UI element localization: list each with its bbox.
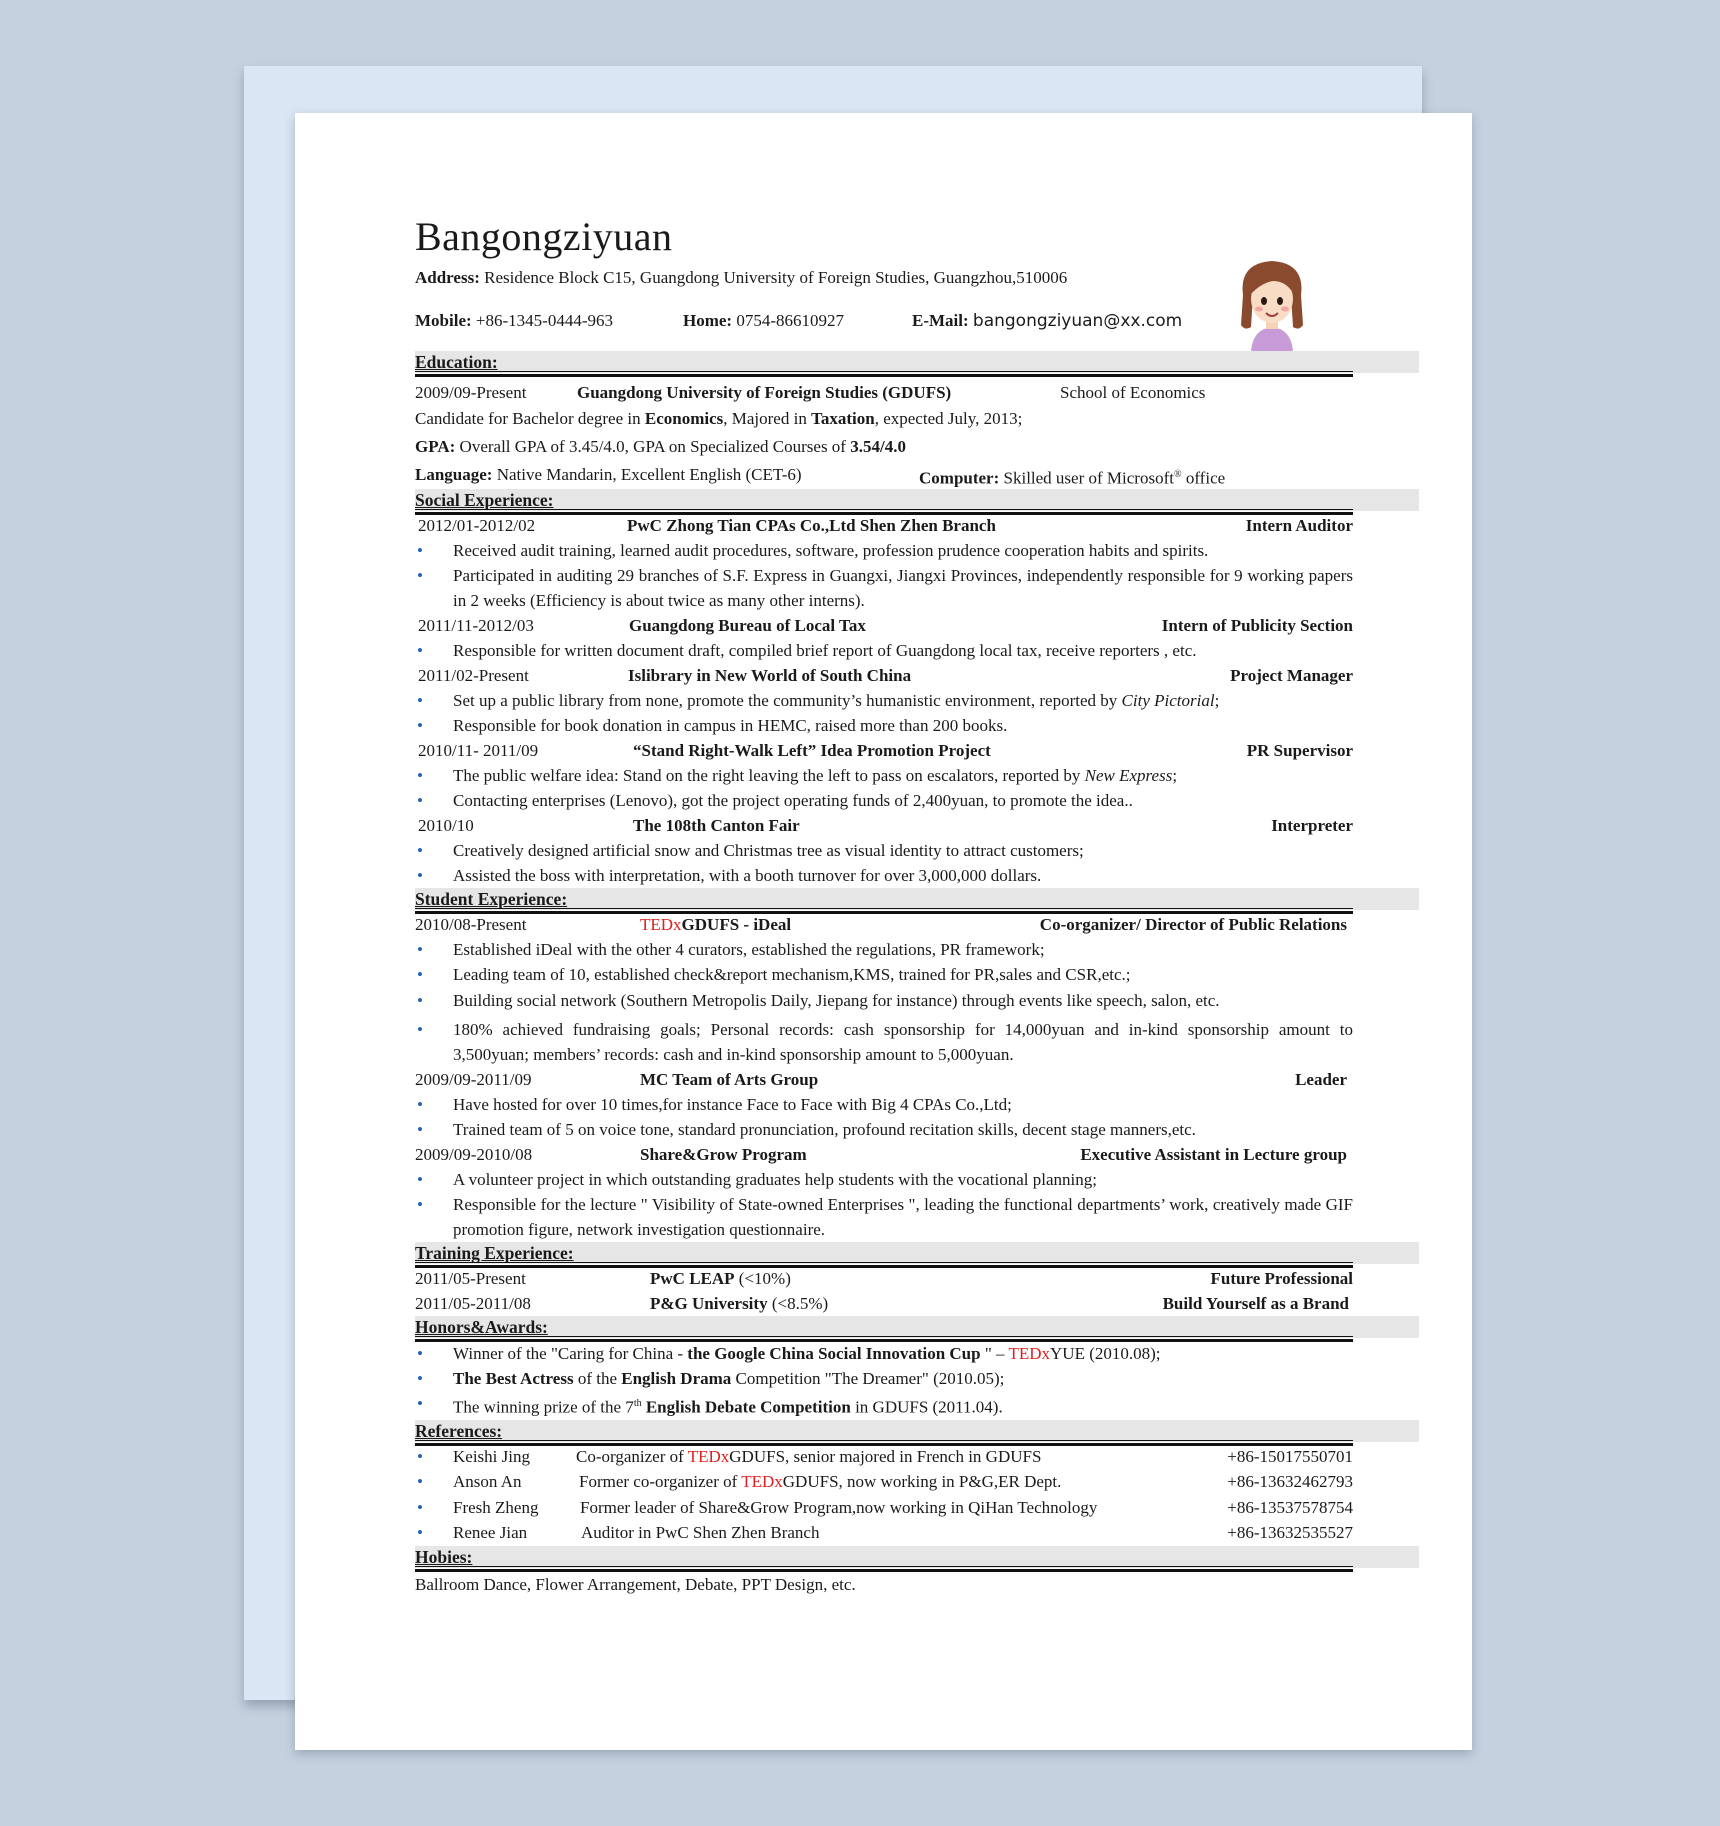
hobbies-text: Ballroom Dance, Flower Arrangement, Debate, PPT Design, etc. [415, 1574, 856, 1594]
list-item: • Assisted the boss with interpretation, with a booth turnover for over 3,000,000 dollars. [415, 863, 1353, 888]
list-item: • 180% achieved fundraising goals; Personal records: cash sponsorship for 14,000yuan and in-kind sponsorship amount to 3,500yuan; members’ records: cash and in-kind sponsorship amount to 5,000yuan. [415, 1017, 1353, 1067]
list-item: • Building social network (Southern Metropolis Daily, Jiepang for instance) through events like speech, salon, etc. [415, 987, 1353, 1015]
section-title: Honors&Awards: [415, 1317, 548, 1337]
reference-row: • Fresh Zheng Former leader of Share&Grow Program,now working in QiHan Technology +86-13537578754 [415, 1495, 1419, 1521]
list-item: • Trained team of 5 on voice tone, standard pronunciation, profound recitation skills, decent stage manners,etc. [415, 1117, 1353, 1142]
language-line: Language: Native Mandarin, Excellent English (CET-6) Computer: Skilled user of Microsoft® office [415, 465, 1226, 488]
experience-row: 2010/10 The 108th Canton Fair Interpreter [418, 816, 1353, 835]
resume-name: Bangongziyuan [415, 214, 673, 259]
address-line [415, 268, 1067, 288]
section-title: Social Experience: [415, 490, 554, 510]
list-item: • Participated in auditing 29 branches of S.F. Express in Guangxi, Jiangxi Provinces, independently responsible for 9 working papers in 2 weeks (Efficiency is about twice as many other interns). [415, 563, 1353, 613]
experience-row: 2010/11- 2011/09 “Stand Right-Walk Left” Idea Promotion Project PR Supervisor [418, 741, 1353, 760]
home-field: Home: 0754-86610927 [683, 311, 845, 330]
section-title: Education: [415, 352, 498, 372]
list-item: • Responsible for book donation in campus in HEMC, raised more than 200 books. [415, 713, 1353, 738]
reference-row: • Renee Jian Auditor in PwC Shen Zhen Branch +86-13632535527 [415, 1520, 1419, 1546]
resume-page [295, 113, 1472, 1750]
experience-row: 2009/09-2010/08 Share&Grow Program Executive Assistant in Lecture group [415, 1145, 1347, 1164]
section-title: Student Experience: [415, 889, 568, 909]
list-item: • Responsible for written document draft, compiled brief report of Guangdong local tax, receive reporters , etc. [415, 638, 1353, 663]
resume-body [415, 351, 1419, 1599]
list-item: • Set up a public library from none, promote the community’s humanistic environment, reported by City Pictorial; [415, 688, 1353, 713]
section-title: References: [415, 1420, 503, 1441]
training-row: 2011/05-Present PwC LEAP (<10%) Future Professional [415, 1269, 1353, 1288]
list-item: • Received audit training, learned audit procedures, software, profession prudence cooperation habits and spirits. [415, 538, 1353, 563]
avatar [1233, 255, 1311, 351]
section-student [415, 888, 1419, 910]
gpa-line: GPA: Overall GPA of 3.45/4.0, GPA on Specialized Courses of 3.54/4.0 [415, 437, 906, 456]
experience-row: 2012/01-2012/02 PwC Zhong Tian CPAs Co.,Ltd Shen Zhen Branch Intern Auditor [418, 516, 1353, 535]
address-value: Residence Block C15, Guangdong University of Foreign Studies, Guangzhou,510006 [484, 268, 1068, 287]
degree-line: Candidate for Bachelor degree in Economics, Majored in Taxation, expected July, 2013; [415, 409, 1023, 428]
contact-line [415, 311, 1215, 331]
section-hobbies [415, 1546, 1419, 1568]
email-field: E-Mail: bangongziyuan@xx.com [912, 311, 1183, 331]
section-training [415, 1242, 1419, 1264]
list-item: • Winner of the "Caring for China - the Google China Social Innovation Cup " – TEDxYUE (2010.08); [415, 1341, 1353, 1366]
section-education [415, 351, 1419, 373]
list-item: • Have hosted for over 10 times,for instance Face to Face with Big 4 CPAs Co.,Ltd; [415, 1092, 1353, 1117]
list-item: • The winning prize of the 7th English Debate Competition in GDUFS (2011.04). [415, 1391, 1353, 1420]
section-title: Hobies: [415, 1546, 473, 1567]
section-title: Training Experience: [415, 1243, 574, 1263]
list-item: • Responsible for the lecture " Visibility of State-owned Enterprises ", leading the functional departments’ work, creatively made GIF promotion figure, network investigation questionnaire. [415, 1192, 1353, 1242]
address-label: Address: [415, 268, 480, 287]
mobile-field: Mobile: +86-1345-0444-963 [415, 311, 613, 330]
experience-row: 2011/02-Present Islibrary in New World of South China Project Manager [418, 666, 1353, 685]
list-item: • The public welfare idea: Stand on the right leaving the left to pass on escalators, reported by New Express; [415, 763, 1353, 788]
reference-row: • Keishi Jing Co-organizer of TEDxGDUFS, senior majored in French in GDUFS +86-15017550701 [415, 1444, 1419, 1470]
list-item: • Creatively designed artificial snow and Christmas tree as visual identity to attract customers; [415, 838, 1353, 863]
list-item: • Leading team of 10, established check&report mechanism,KMS, trained for PR,sales and CSR,etc.; [415, 962, 1353, 987]
training-row: 2011/05-2011/08 P&G University (<8.5%) Build Yourself as a Brand [415, 1294, 1349, 1313]
experience-row: 2009/09-2011/09 MC Team of Arts Group Leader [415, 1070, 1347, 1089]
list-item: • Established iDeal with the other 4 curators, established the regulations, PR framework; [415, 937, 1353, 962]
list-item: • A volunteer project in which outstanding graduates help students with the vocational planning; [415, 1167, 1353, 1192]
experience-row: 2010/08-Present TEDxGDUFS - iDeal Co-organizer/ Director of Public Relations [415, 915, 1347, 934]
section-references [415, 1420, 1419, 1442]
experience-row: 2011/11-2012/03 Guangdong Bureau of Local Tax Intern of Publicity Section [418, 616, 1353, 635]
section-honors [415, 1316, 1419, 1338]
education-row: 2009/09-Present Guangdong University of Foreign Studies (GDUFS) School of Economics [415, 383, 1206, 402]
section-social [415, 489, 1419, 511]
list-item: • The Best Actress of the English Drama Competition "The Dreamer" (2010.05); [415, 1366, 1353, 1391]
list-item: • Contacting enterprises (Lenovo), got the project operating funds of 2,400yuan, to promote the idea.. [415, 788, 1353, 813]
reference-row: • Anson An Former co-organizer of TEDxGDUFS, now working in P&G,ER Dept. +86-13632462793 [415, 1469, 1419, 1495]
